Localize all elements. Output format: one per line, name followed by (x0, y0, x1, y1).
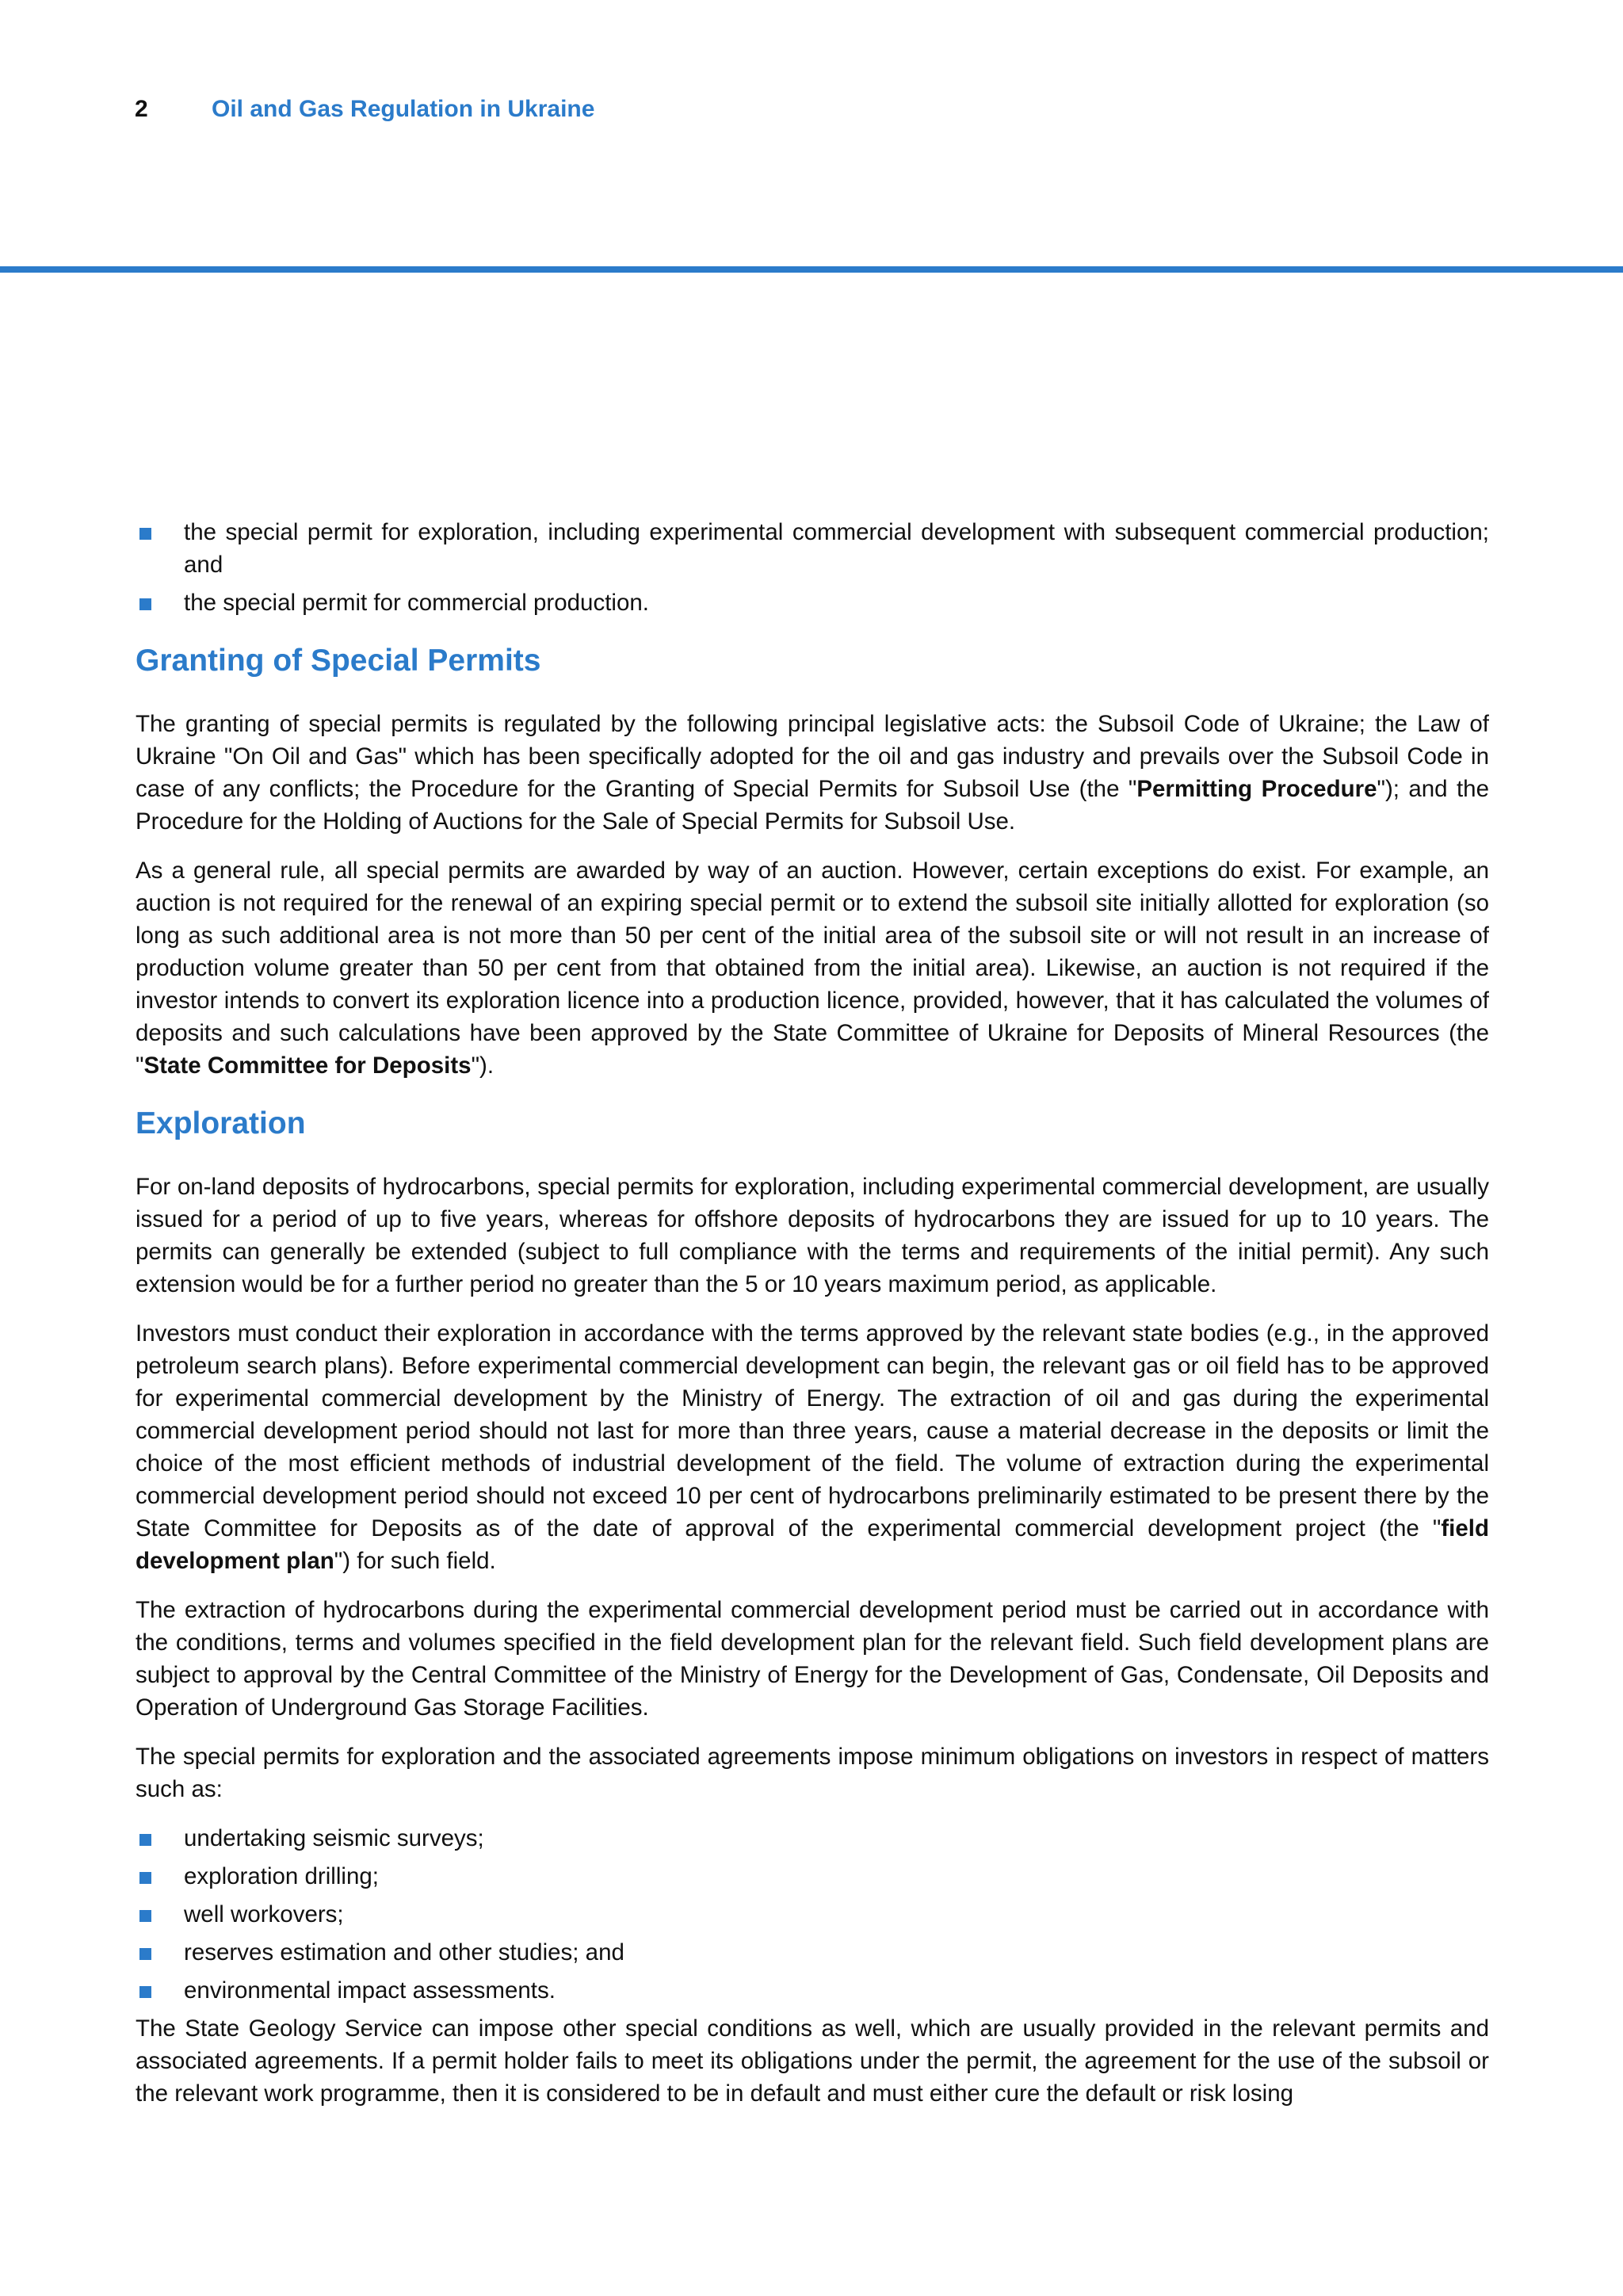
list-item-text: well workovers; (184, 1901, 344, 1927)
defined-term: State Committee for Deposits (143, 1052, 472, 1079)
list-item-text: environmental impact assessments. (184, 1977, 556, 2004)
intro-permit-list (136, 516, 1489, 619)
paragraph: For on-land deposits of hydrocarbons, special permits for exploration, including experimental commercial development, are usually issued for a period of up to five years, whereas for offshore deposits of hydrocarbons they are issued for up to 10 years. The permits can generally be extended (subject to full compliance with the terms and requirements of the initial permit). Any such extension would be for a further period no greater than the 5 or 10 years maximum period, as applicable. (136, 1174, 1489, 1297)
list-item (136, 516, 1489, 581)
paragraph: The State Geology Service can impose other special conditions as well, which are usually provided in the relevant permits and associated agreements. If a permit holder fails to meet its obligations under the permit, the agreement for the use of the subsoil or the relevant work programme, then it is considered to be in default and must either cure the default or risk losing (136, 2015, 1489, 2107)
obligations-list (136, 1822, 1489, 2007)
list-item-text: the special permit for exploration, including experimental commercial development with subsequent commercial production; and (184, 519, 1489, 578)
defined-term: Permitting Procedure (1136, 776, 1377, 802)
list-item-text: exploration drilling; (184, 1863, 379, 1889)
document-body (136, 516, 1489, 2126)
square-bullet-icon (139, 1910, 151, 1922)
list-item (136, 1974, 1489, 2007)
paragraph (136, 1317, 1489, 1577)
header-rule (0, 266, 1623, 273)
paragraph-text: "). (471, 1052, 495, 1079)
paragraph-text: "); and the Procedure for the Holding of Auctions for the Sale of Special Permits for Subsoil Use. (136, 776, 1489, 835)
paragraph (136, 708, 1489, 838)
paragraph-text: Investors must conduct their exploration in accordance with the terms approved by the relevant state bodies (e.g., in the approved petroleum search plans). Before experimental commercial development can begin, the relevant gas or oil field has to be approved for experimental commercial development by the Ministry of Energy. The extraction of oil and gas during the experimental commercial development period should not last for more than three years, cause a material decrease in the deposits or limit the choice of the most efficient methods of industrial development of the field. The volume of extraction during the experimental commercial development period should not exceed 10 per cent of hydrocarbons preliminarily estimated to be present there by the State Committee for Deposits as of the date of approval of the experimental commercial development project (the " (136, 1320, 1489, 1541)
section-heading-exploration: Exploration (136, 1106, 306, 1140)
list-item (136, 586, 1489, 619)
paragraph-text: As a general rule, all special permits are awarded by way of an auction. However, certain exceptions do exist. For example, an auction is not required for the renewal of an expiring special permit or to extend the subsoil site initially allotted for exploration (so long as such additional area is not more than 50 per cent of the initial area of the subsoil site or will not result in an increase of production volume greater than 50 per cent from that obtained from the initial area). Likewise, an auction is not required if the investor intends to convert its exploration licence into a production licence, provided, however, that it has calculated the volumes of deposits and such calculations have been approved by the State Committee of Ukraine for Deposits of Mineral Resources (the " (136, 858, 1489, 1079)
list-item (136, 1898, 1489, 1931)
square-bullet-icon (139, 598, 151, 610)
running-title: Oil and Gas Regulation in Ukraine (212, 96, 595, 122)
page-number: 2 (135, 96, 148, 122)
list-item (136, 1822, 1489, 1855)
square-bullet-icon (139, 1834, 151, 1846)
square-bullet-icon (139, 528, 151, 540)
paragraph: The extraction of hydrocarbons during the experimental commercial development period must be carried out in accordance with the conditions, terms and volumes specified in the field development plan for the relevant field. Such field development plans are subject to approval by the Central Committee of the Ministry of Energy for the Development of Gas, Condensate, Oil Deposits and Operation of Underground Gas Storage Facilities. (136, 1597, 1489, 1721)
paragraph: The special permits for exploration and the associated agreements impose minimum obligations on investors in respect of matters such as: (136, 1744, 1489, 1802)
paragraph-text: The granting of special permits is regulated by the following principal legislative acts: the Subsoil Code of Ukraine; the Law of Ukraine "On Oil and Gas" which has been specifically adopted for the oil and gas industry and prevails over the Subsoil Code in case of any conflicts; the Procedure for the Granting of Special Permits for Subsoil Use (the " (136, 711, 1489, 802)
paragraph (136, 854, 1489, 1082)
square-bullet-icon (139, 1948, 151, 1960)
square-bullet-icon (139, 1986, 151, 1998)
list-item-text: reserves estimation and other studies; and (184, 1939, 624, 1966)
list-item (136, 1936, 1489, 1969)
square-bullet-icon (139, 1872, 151, 1884)
section-heading-granting: Granting of Special Permits (136, 644, 541, 678)
paragraph-text: ") for such field. (334, 1548, 496, 1574)
page-header (135, 94, 594, 125)
defined-term: field development plan (136, 1515, 1489, 1574)
list-item-text: the special permit for commercial production. (184, 590, 649, 616)
list-item (136, 1860, 1489, 1893)
list-item-text: undertaking seismic surveys; (184, 1825, 484, 1851)
